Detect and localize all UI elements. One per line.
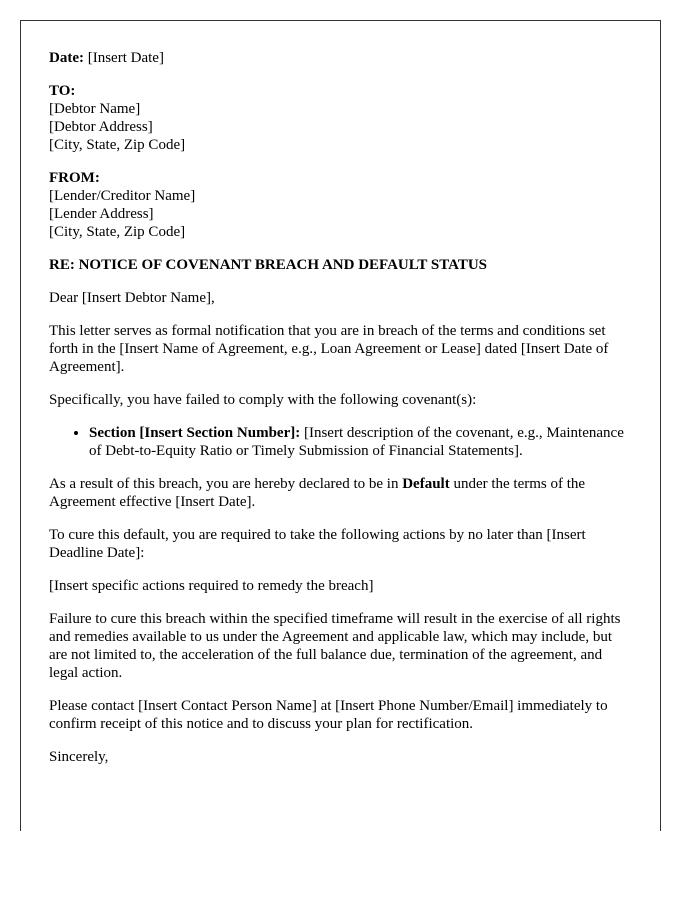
from-line: [City, State, Zip Code] [49,224,186,240]
from-line: [Lender Address] [49,206,154,222]
to-line: [Debtor Address] [49,119,153,135]
list-item [89,424,630,460]
to-block [49,82,630,154]
paragraph-default [49,475,630,511]
paragraph-consequences: Failure to cure this breach within the specified timeframe will result in the exercise of all rights and remedies available to us under the Agreement and applicable law, which may include, but are not limited to, the acceleration of the full balance due, termination of the agreement, and legal action. [49,611,621,681]
to-line: [Debtor Name] [49,101,141,117]
subject-line [49,256,630,274]
salutation: Dear [Insert Debtor Name], [49,290,215,306]
default-emphasis: Default [402,476,450,492]
date-label: Date: [49,50,84,66]
to-label: TO: [49,83,76,99]
paragraph-covenants-intro: Specifically, you have failed to comply with the following covenant(s): [49,392,477,408]
paragraph-notification: This letter serves as formal notification that you are in breach of the terms and conditions set forth in the [Insert Name of Agreement, e.g., Loan Agreement or Lease] dated [Insert Date of Agreement]. [49,323,609,375]
date-value: [Insert Date] [87,50,164,66]
covenant-section: Section [Insert Section Number]: [89,425,301,441]
date-line [49,49,630,67]
subject: RE: NOTICE OF COVENANT BREACH AND DEFAULT STATUS [49,257,487,273]
paragraph-contact: Please contact [Insert Contact Person Name] at [Insert Phone Number/Email] immediately to confirm receipt of this notice and to discuss your plan for rectification. [49,698,608,732]
from-line: [Lender/Creditor Name] [49,188,196,204]
paragraph-actions: [Insert specific actions required to remedy the breach] [49,578,374,594]
text: As a result of this breach, you are hereby declared to be in [49,476,403,492]
paragraph-cure: To cure this default, you are required to take the following actions by no later than [Insert Deadline Date]: [49,527,586,561]
from-label: FROM: [49,170,100,186]
closing: Sincerely, [49,749,109,765]
covenant-list [49,424,630,460]
to-line: [City, State, Zip Code] [49,137,186,153]
covenant-description: [Insert description of the covenant, e.g., Maintenance of Debt-to-Equity Ratio or Timely Submission of Financial Statements]. [89,425,624,459]
from-block [49,169,630,241]
text: under the terms of the Agreement effective [Insert Date]. [49,476,586,510]
letter-page [20,20,661,831]
